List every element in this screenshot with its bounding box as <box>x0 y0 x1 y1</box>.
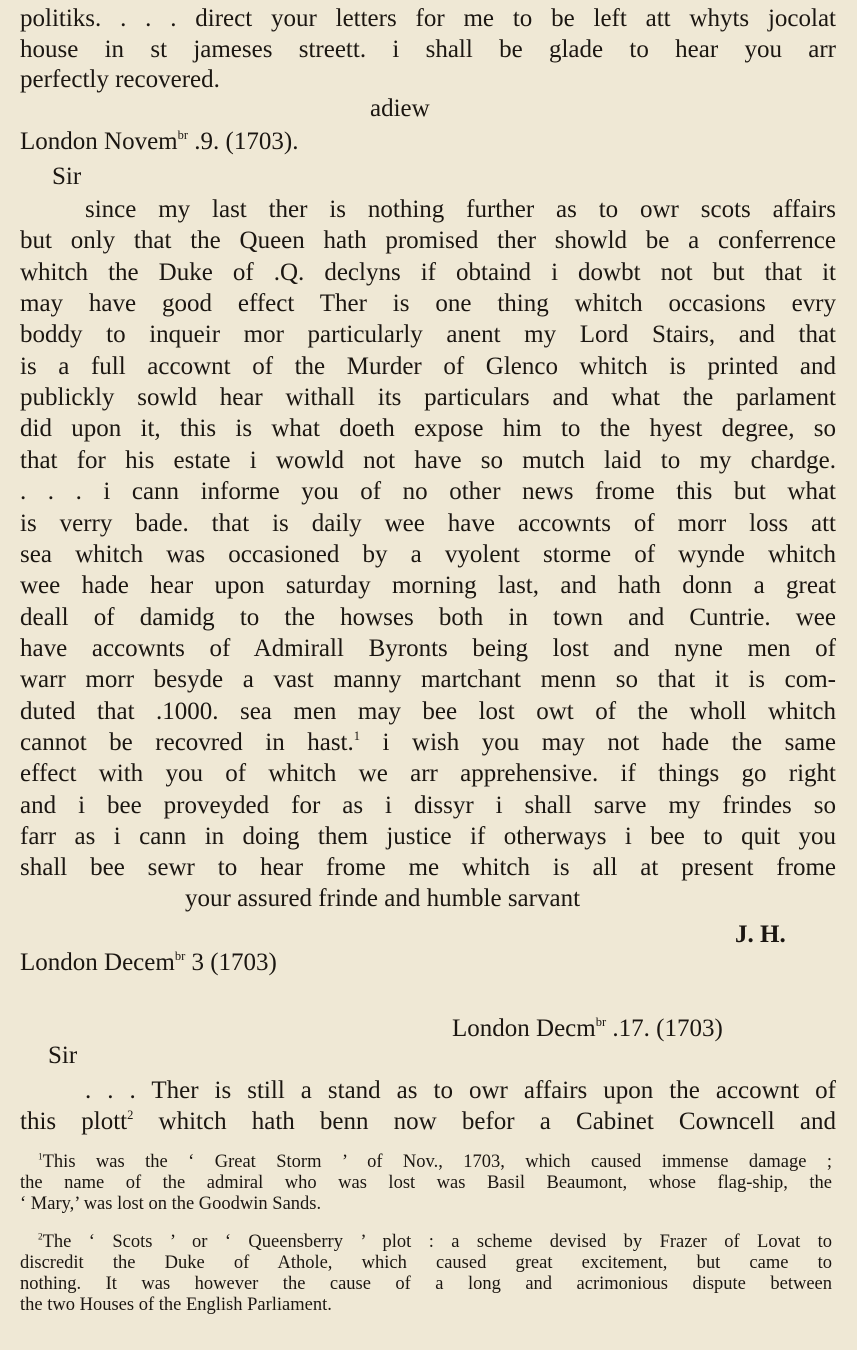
footnote-number: 2 <box>38 1232 43 1243</box>
text-segment: whitch hath benn now befor a Cabinet Cowncell and <box>133 1108 836 1135</box>
text-segment: but only that the Queen hath promised ther showld be a conferrence <box>20 227 836 255</box>
text-line <box>20 413 836 444</box>
footnote-text: The ‘ Scots ’ or ‘ Queensberry ’ plot : a scheme devised by Frazer of Lovat to <box>42 1232 832 1252</box>
text-line <box>20 476 836 507</box>
text-line <box>20 34 836 65</box>
text-line <box>20 539 836 570</box>
text-line <box>20 821 836 852</box>
text-segment: and i bee proveyded for as i dissyr i shall sarve my frindes so <box>20 791 836 819</box>
superscript: br <box>174 949 186 963</box>
footnote-line <box>20 1295 832 1316</box>
text-segment: perfectly recovered. <box>20 66 220 93</box>
text-line <box>85 1075 836 1106</box>
text-line <box>20 633 836 664</box>
dateline-text: .17. (1703) <box>606 1015 723 1042</box>
footnote-line <box>38 1232 832 1253</box>
text-line <box>20 288 836 319</box>
text-line <box>20 602 836 633</box>
footnote-text: discredit the Duke of Athole, which caused great excitement, but came to <box>20 1253 832 1273</box>
text-segment: boddy to inqueir mor particularly anent my Lord Stairs, and that <box>20 321 836 349</box>
signature: J. H. <box>735 921 786 948</box>
footnote-text: nothing. It was however the cause of a long and acrimonious dispute between <box>20 1274 832 1294</box>
salutation: Sir <box>52 163 82 190</box>
text-line <box>20 64 220 95</box>
text-line <box>85 194 836 225</box>
text-segment: politiks. . . . direct your letters for me to be left att whyts jocolat <box>20 5 836 32</box>
footnote-number: 1 <box>38 1152 43 1163</box>
text-segment: . . . i cann informe you of no other news frome this but what <box>20 478 836 506</box>
text-segment: duted that .1000. sea men may bee lost owt of the wholl whitch <box>20 697 836 725</box>
dateline-text: 3 (1703) <box>185 949 277 976</box>
text-line <box>20 351 836 382</box>
superscript: br <box>177 128 189 142</box>
text-line <box>20 664 836 695</box>
footnote-marker: 1 <box>353 728 361 743</box>
text-line <box>20 445 836 476</box>
text-segment: did upon it, this is what doeth expose him to the hyest degree, so <box>20 415 836 443</box>
text-segment: warr morr besyde a vast manny martchant menn so that it is com- <box>20 666 836 694</box>
text-line <box>20 852 836 883</box>
text-line <box>20 727 836 758</box>
text-segment: sea whitch was occasioned by a vyolent storme of wynde whitch <box>20 540 836 568</box>
text-segment: house in st jameses streett. i shall be glade to hear you arr <box>20 35 836 63</box>
dateline-dec-17 <box>452 1013 723 1044</box>
text-segment: since my last ther is nothing further as to owr scots affairs <box>85 196 836 223</box>
text-line <box>20 570 836 601</box>
closing-adiew: adiew <box>370 95 430 122</box>
salutation: Sir <box>48 1042 78 1069</box>
footnote-line <box>20 1274 832 1295</box>
text-segment: farr as i cann in doing them justice if otherways i bee to quit you <box>20 823 836 850</box>
footnote-line <box>38 1152 832 1173</box>
text-segment: publickly sowld hear withall its particulars and what the parlament <box>20 384 836 412</box>
text-line <box>20 3 836 34</box>
text-line <box>20 508 836 539</box>
text-segment: cannot be recovred in hast. <box>20 728 354 756</box>
superscript: br <box>595 1015 607 1029</box>
footnote-line <box>20 1173 832 1194</box>
text-segment: whitch the Duke of .Q. declyns if obtaind i dowbt not but that it <box>20 258 836 286</box>
text-line <box>20 696 836 727</box>
text-segment: . . . Ther is still a stand as to owr affairs upon the accownt of <box>85 1077 836 1104</box>
dateline-text: London Decm <box>452 1015 596 1042</box>
text-segment: i wish you may not hade the same <box>360 728 836 756</box>
dateline-text: London Decem <box>20 949 175 976</box>
footnote-text: the two Houses of the English Parliament. <box>20 1295 332 1315</box>
text-segment: deall of damidg to the howses both in town and Cuntrie. wee <box>20 603 836 631</box>
text-segment: is a full accownt of the Murder of Glenco whitch is printed and <box>20 352 836 380</box>
dateline-dec-3 <box>20 947 277 978</box>
footnote-line <box>20 1253 832 1274</box>
dateline-text: .9. (1703). <box>188 128 299 155</box>
dateline-nov-9 <box>20 126 298 157</box>
text-segment: have accownts of Admirall Byronts being lost and nyne men of <box>20 634 836 662</box>
footnote-text: the name of the admiral who was lost was Basil Beaumont, whose flag-ship, the <box>20 1173 832 1193</box>
text-line <box>20 225 836 256</box>
dateline-text: London Novem <box>20 128 178 155</box>
footnote-text: This was the ‘ Great Storm ’ of Nov., 1703, which caused immense damage ; <box>42 1152 832 1172</box>
footnote-text: ‘ Mary,’ was lost on the Goodwin Sands. <box>20 1194 322 1214</box>
closing: your assured frinde and humble sarvant <box>185 885 581 912</box>
text-line <box>20 758 836 789</box>
text-line <box>20 1106 836 1137</box>
text-segment: this plott <box>20 1108 128 1135</box>
text-segment: shall bee sewr to hear frome me whitch is all at present frome <box>20 854 836 882</box>
text-segment: effect with you of whitch we arr apprehensive. if things go right <box>20 760 836 788</box>
footnote-line <box>20 1194 832 1215</box>
text-segment: wee hade hear upon saturday morning last, and hath donn a great <box>20 572 836 600</box>
text-line <box>20 257 836 288</box>
text-line <box>20 382 836 413</box>
text-line <box>20 319 836 350</box>
footnote-marker: 2 <box>127 1108 134 1122</box>
text-segment: is verry bade. that is daily wee have accownts of morr loss att <box>20 509 836 537</box>
text-line <box>20 790 836 821</box>
text-segment: may have good effect Ther is one thing whitch occasions evry <box>20 290 836 318</box>
text-segment: that for his estate i wowld not have so mutch laid to my chardge. <box>20 446 836 474</box>
